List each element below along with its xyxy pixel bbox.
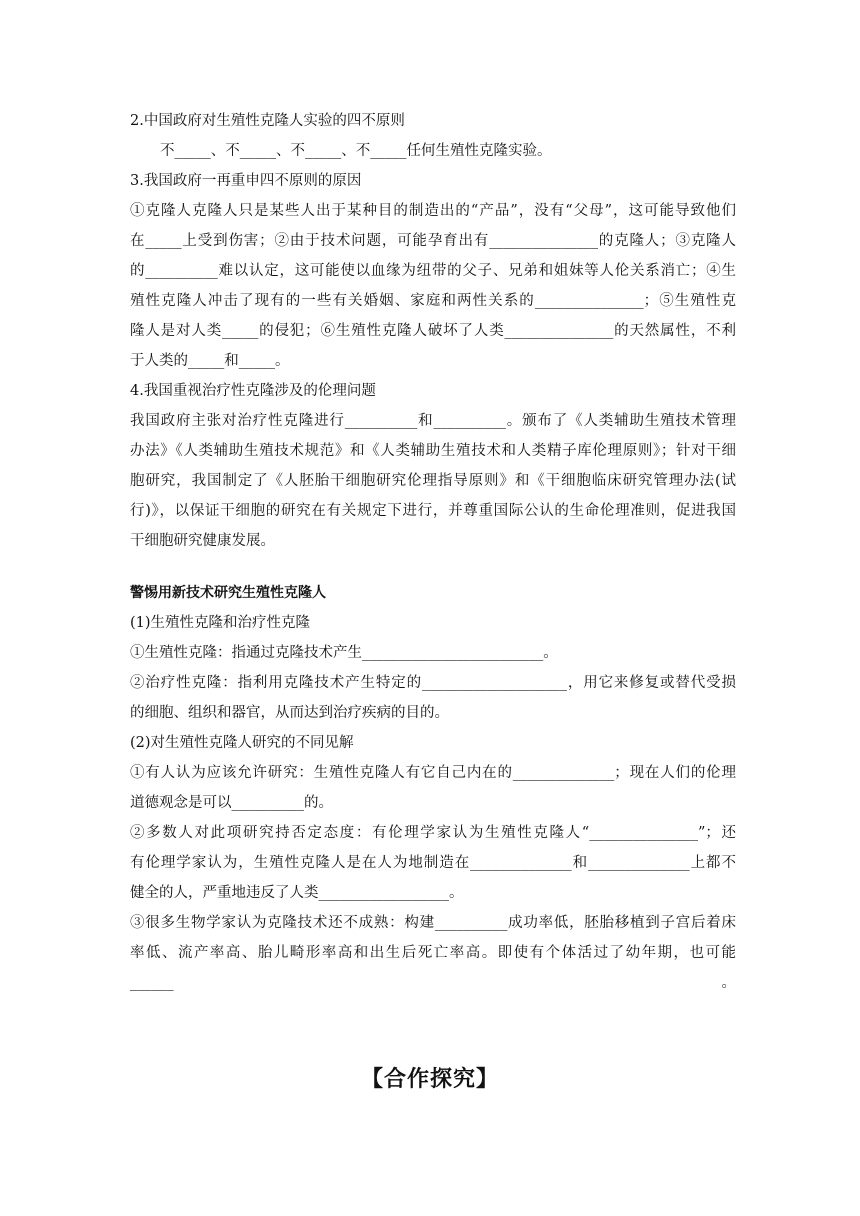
section-4-line: 办法》《人类辅助生殖技术规范》和《人类辅助生殖技术和人类精子库伦理原则》；针对干细 bbox=[130, 443, 736, 459]
section-5-line: ②多数人对此项研究持否定态度：有伦理学家认为生殖性克隆人“_______________”；还 bbox=[130, 825, 736, 841]
document-content bbox=[130, 106, 736, 991]
cooperative-inquiry-heading: 【合作探究】 bbox=[360, 1067, 499, 1092]
section-5-line: ②治疗性克隆：指利用克隆技术产生特定的____________________，用它来修复或替代受损 bbox=[130, 675, 736, 691]
section-3-line: 于人类的_____和_____。 bbox=[130, 353, 290, 369]
section-4-line: 胞研究，我国制定了《人胚胎干细胞研究伦理指导原则》和《干细胞临床研究管理办法(试 bbox=[130, 473, 736, 489]
section-5-line: 有伦理学家认为，生殖性克隆人是在人为地制造在______________和______________上都不 bbox=[130, 855, 736, 871]
section-3-line: 的__________难以认定，这可能使以血缘为纽带的父子、兄弟和姐妹等人伦关系消亡；④生 bbox=[130, 263, 736, 279]
section-4-line: 我国政府主张对治疗性克隆进行__________和__________。颁布了《人类辅助生殖技术管理 bbox=[130, 413, 736, 429]
section-5-line: (2)对生殖性克隆人研究的不同见解 bbox=[130, 735, 354, 751]
section-5-line: 的细胞、组织和器官，从而达到治疗疾病的目的。 bbox=[130, 705, 449, 721]
section-2-title: 2.中国政府对生殖性克隆人实验的四不原则 bbox=[130, 113, 405, 129]
section-5-line: ①生殖性克隆：指通过克隆技术产生_________________________。 bbox=[130, 645, 558, 661]
section-5-line: 道德观念是可以__________的。 bbox=[130, 795, 333, 811]
section-3-title: 3.我国政府一再重申四不原则的原因 bbox=[130, 173, 362, 189]
section-5-line: ①有人认为应该允许研究：生殖性克隆人有它自己内在的______________；现在人们的伦理 bbox=[130, 765, 736, 781]
section-2-line: 不_____、不_____、不_____、不_____任何生殖性克隆实验。 bbox=[160, 143, 552, 159]
section-3-line: 隆人是对人类_____的侵犯；⑥生殖性克隆人破坏了人类_______________的天然属性，不利 bbox=[130, 323, 736, 339]
section-3-line: 在_____上受到伤害；②由于技术问题，可能孕育出有_______________的克隆人；③克隆人 bbox=[130, 233, 736, 249]
section-5-line: ③很多生物学家认为克隆技术还不成熟：构建__________成功率低，胚胎移植到子宫后着床 bbox=[130, 915, 736, 931]
section-4-line: 行)》，以保证干细胞的研究在有关规定下进行，并尊重国际公认的生命伦理准则，促进我国 bbox=[130, 503, 736, 519]
section-3-line: ①克隆人克隆人只是某些人出于某种目的制造出的“产品”，没有“父母”，这可能导致他们 bbox=[130, 203, 736, 219]
section-spacer bbox=[130, 556, 736, 578]
section-5-line: 健全的人，严重地违反了人类__________________。 bbox=[130, 885, 464, 901]
section-4-line: 干细胞研究健康发展。 bbox=[130, 533, 275, 549]
section-4-title: 4.我国重视治疗性克隆涉及的伦理问题 bbox=[130, 383, 376, 399]
section-3-line: 殖性克隆人冲击了现有的一些有关婚姻、家庭和两性关系的_______________；⑤生殖性克 bbox=[130, 293, 736, 309]
section-5-title: 警惕用新技术研究生殖性克隆人 bbox=[130, 585, 326, 601]
section-5-line: (1)生殖性克隆和治疗性克隆 bbox=[130, 615, 311, 631]
section-5-line: 率低、流产率高、胎儿畸形率高和出生后死亡率高。即使有个体活过了幼年期，也可能______。 bbox=[130, 945, 736, 991]
